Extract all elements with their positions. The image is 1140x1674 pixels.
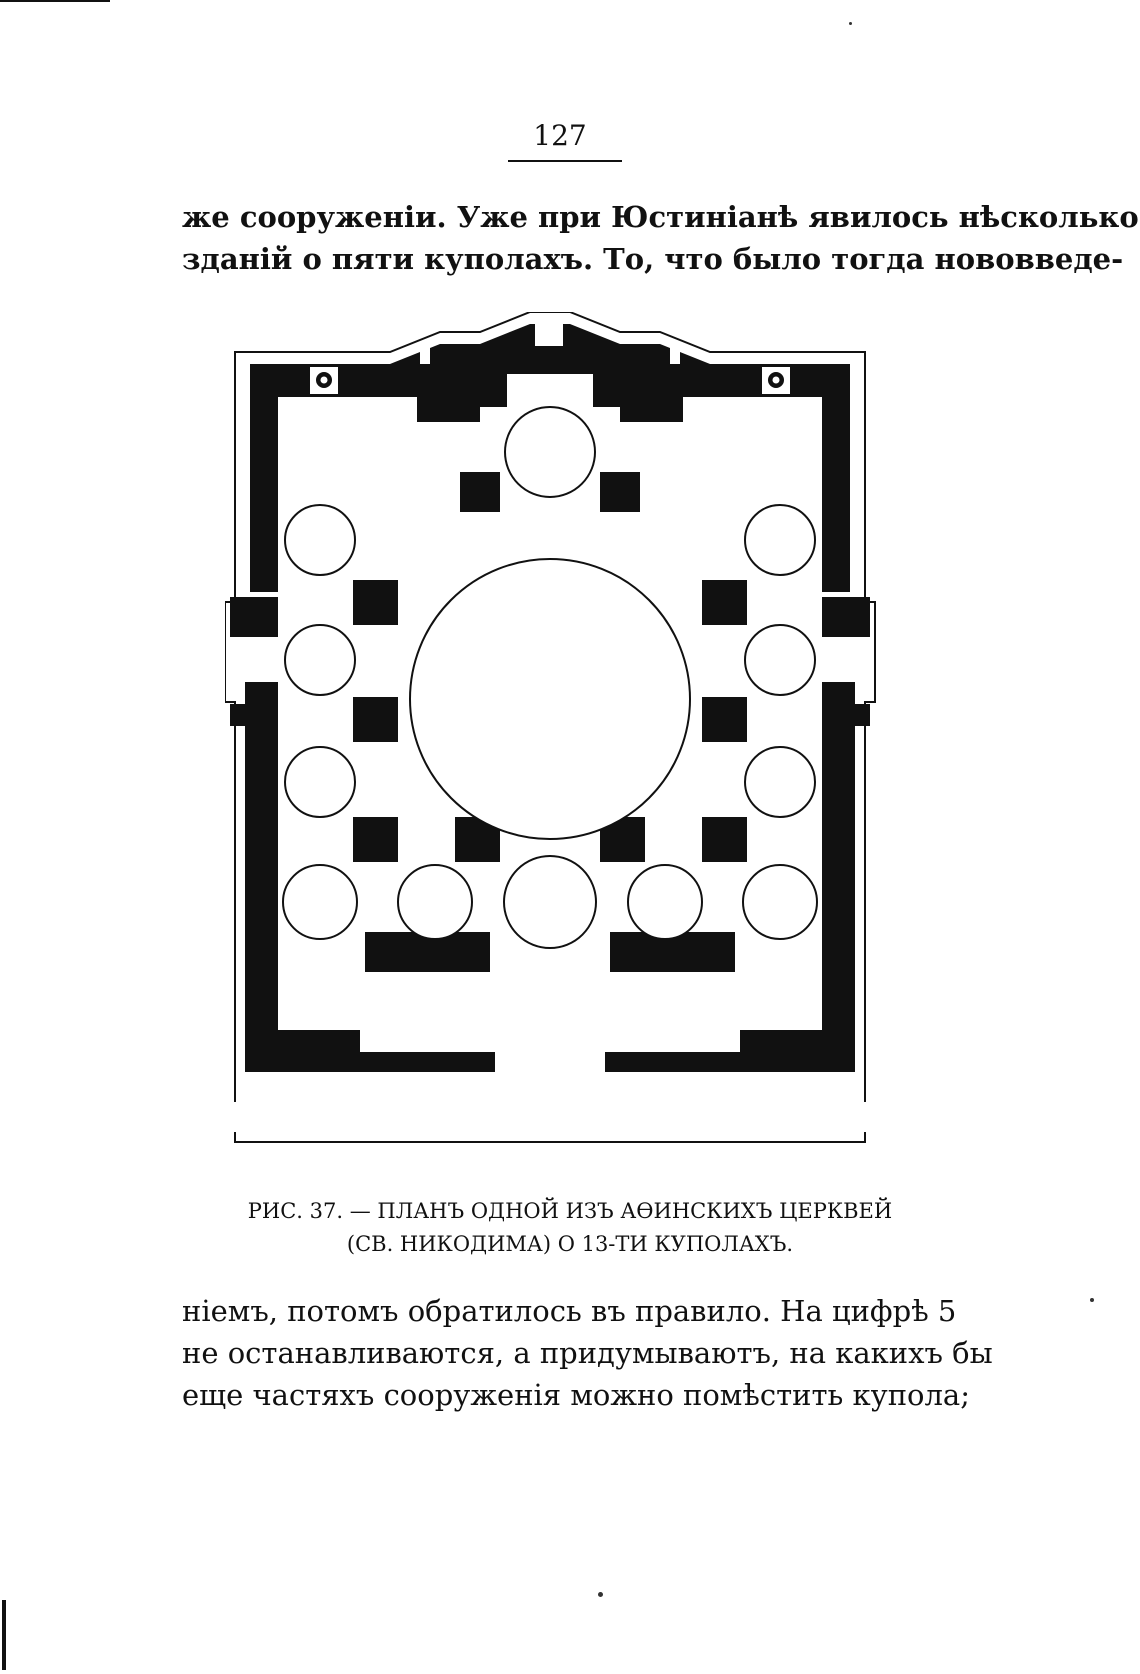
text-line: еще частяхъ сооруженiя можно помѣстить купола; <box>182 1378 970 1412</box>
dome-circle <box>285 505 355 575</box>
floor-plan-drawing <box>225 312 925 1162</box>
dome-circle <box>745 505 815 575</box>
ink-speck <box>1090 1298 1094 1302</box>
paragraph-bottom <box>182 1290 993 1416</box>
dome-circle <box>745 747 815 817</box>
figure-caption-line: РИС. 37. — ПЛАНЪ ОДНОЙ ИЗЪ АѲИНСКИХЪ ЦЕРКВЕЙ <box>247 1199 893 1223</box>
text-line: же сооруженiи. Уже при Юстинiанѣ явилось нѣсколько <box>182 200 1139 234</box>
scan-edge-mark <box>2 1600 6 1670</box>
dome-circle <box>745 625 815 695</box>
dome-circle <box>628 865 702 939</box>
ink-speck <box>849 22 852 25</box>
page-number: 127 <box>533 119 587 152</box>
dome-circle <box>743 865 817 939</box>
plan-shading <box>232 1102 868 1132</box>
dome-circle <box>398 865 472 939</box>
apse-dome-circle <box>505 407 595 497</box>
figure-caption-line: (СВ. НИКОДИМА) О 13-ТИ КУПОЛАХЪ. <box>346 1232 794 1256</box>
ink-speck <box>598 1592 603 1597</box>
central-dome-circle <box>410 559 690 839</box>
scan-edge-mark <box>0 0 110 2</box>
text-line: нiемъ, потомъ обратилось въ правило. На цифрѣ 5 <box>182 1294 957 1328</box>
dome-circle <box>285 625 355 695</box>
dome-circle <box>283 865 357 939</box>
dome-circle <box>504 856 596 948</box>
dome-circle <box>285 747 355 817</box>
text-line: зданiй о пяти куполахъ. То, что было тогда нововведе- <box>182 242 1124 276</box>
text-line: не останавливаются, а придумываютъ, на какихъ бы <box>182 1336 993 1370</box>
paragraph-top <box>182 196 1139 280</box>
church-floor-plan-figure <box>225 312 925 1162</box>
page-number-rule <box>508 160 622 162</box>
